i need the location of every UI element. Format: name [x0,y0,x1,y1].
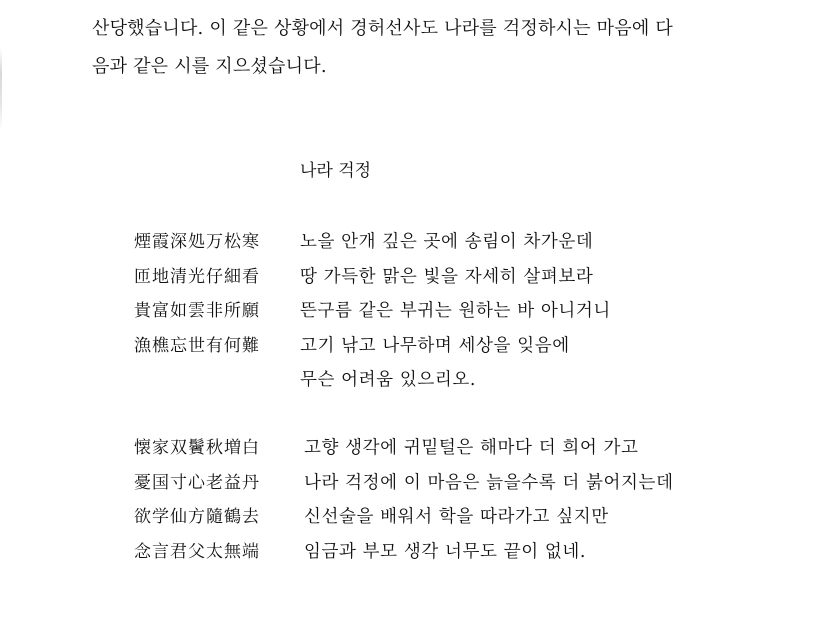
verse-hanja: 欲学仙方隨鶴去 [134,507,260,527]
verse-row [0,333,825,368]
verse-korean: 노을 안개 깊은 곳에 송림이 차가운데 [300,232,594,252]
intro-line-2: 음과 같은 시를 지으셨습니다. [92,56,327,77]
verse-hanja: 煙霞深処万松寒 [134,232,260,252]
verse-hanja: 憂国寸心老益丹 [134,472,260,493]
verse-korean: 고향 생각에 귀밑털은 해마다 더 희어 가고 [304,438,639,458]
verse-row [0,435,825,470]
verse-hanja: 懐家双鬢秋増白 [134,438,260,458]
verse-korean: 뜬구름 같은 부귀는 원하는 바 아니거니 [300,301,611,321]
verse-korean: 신선술을 배워서 학을 따라가고 싶지만 [304,507,609,527]
scan-edge-mark [0,48,2,130]
verse-korean: 임금과 부모 생각 너무도 끝이 없네. [304,541,587,562]
verse-korean: 나라 걱정에 이 마음은 늙을수록 더 붉어지는데 [304,472,674,493]
poem-stanza-1 [0,229,825,402]
poem-title: 나라 걱정 [300,161,372,181]
verse-korean: 땅 가득한 맑은 빛을 자세히 살펴보라 [300,266,594,287]
poem-stanza-2 [0,435,825,573]
intro-line-1: 산당했습니다. 이 같은 상황에서 경허선사도 나라를 걱정하시는 마음에 다 [92,18,673,39]
verse-row [0,504,825,539]
verse-row [0,229,825,264]
verse-hanja: 貴富如雲非所願 [134,301,260,321]
verse-korean: 무슨 어려움 있으리오. [300,370,477,390]
verse-row [0,298,825,333]
verse-hanja: 漁樵忘世有何難 [134,335,260,356]
verse-hanja: 念言君父太無端 [134,541,260,562]
intro-paragraph [92,10,792,86]
verse-row [0,539,825,574]
verse-korean: 고기 낚고 나무하며 세상을 잊음에 [300,335,570,356]
verse-row [0,470,825,505]
verse-row [0,367,825,402]
verse-hanja: 匝地清光仔細看 [134,266,260,287]
verse-row [0,264,825,299]
